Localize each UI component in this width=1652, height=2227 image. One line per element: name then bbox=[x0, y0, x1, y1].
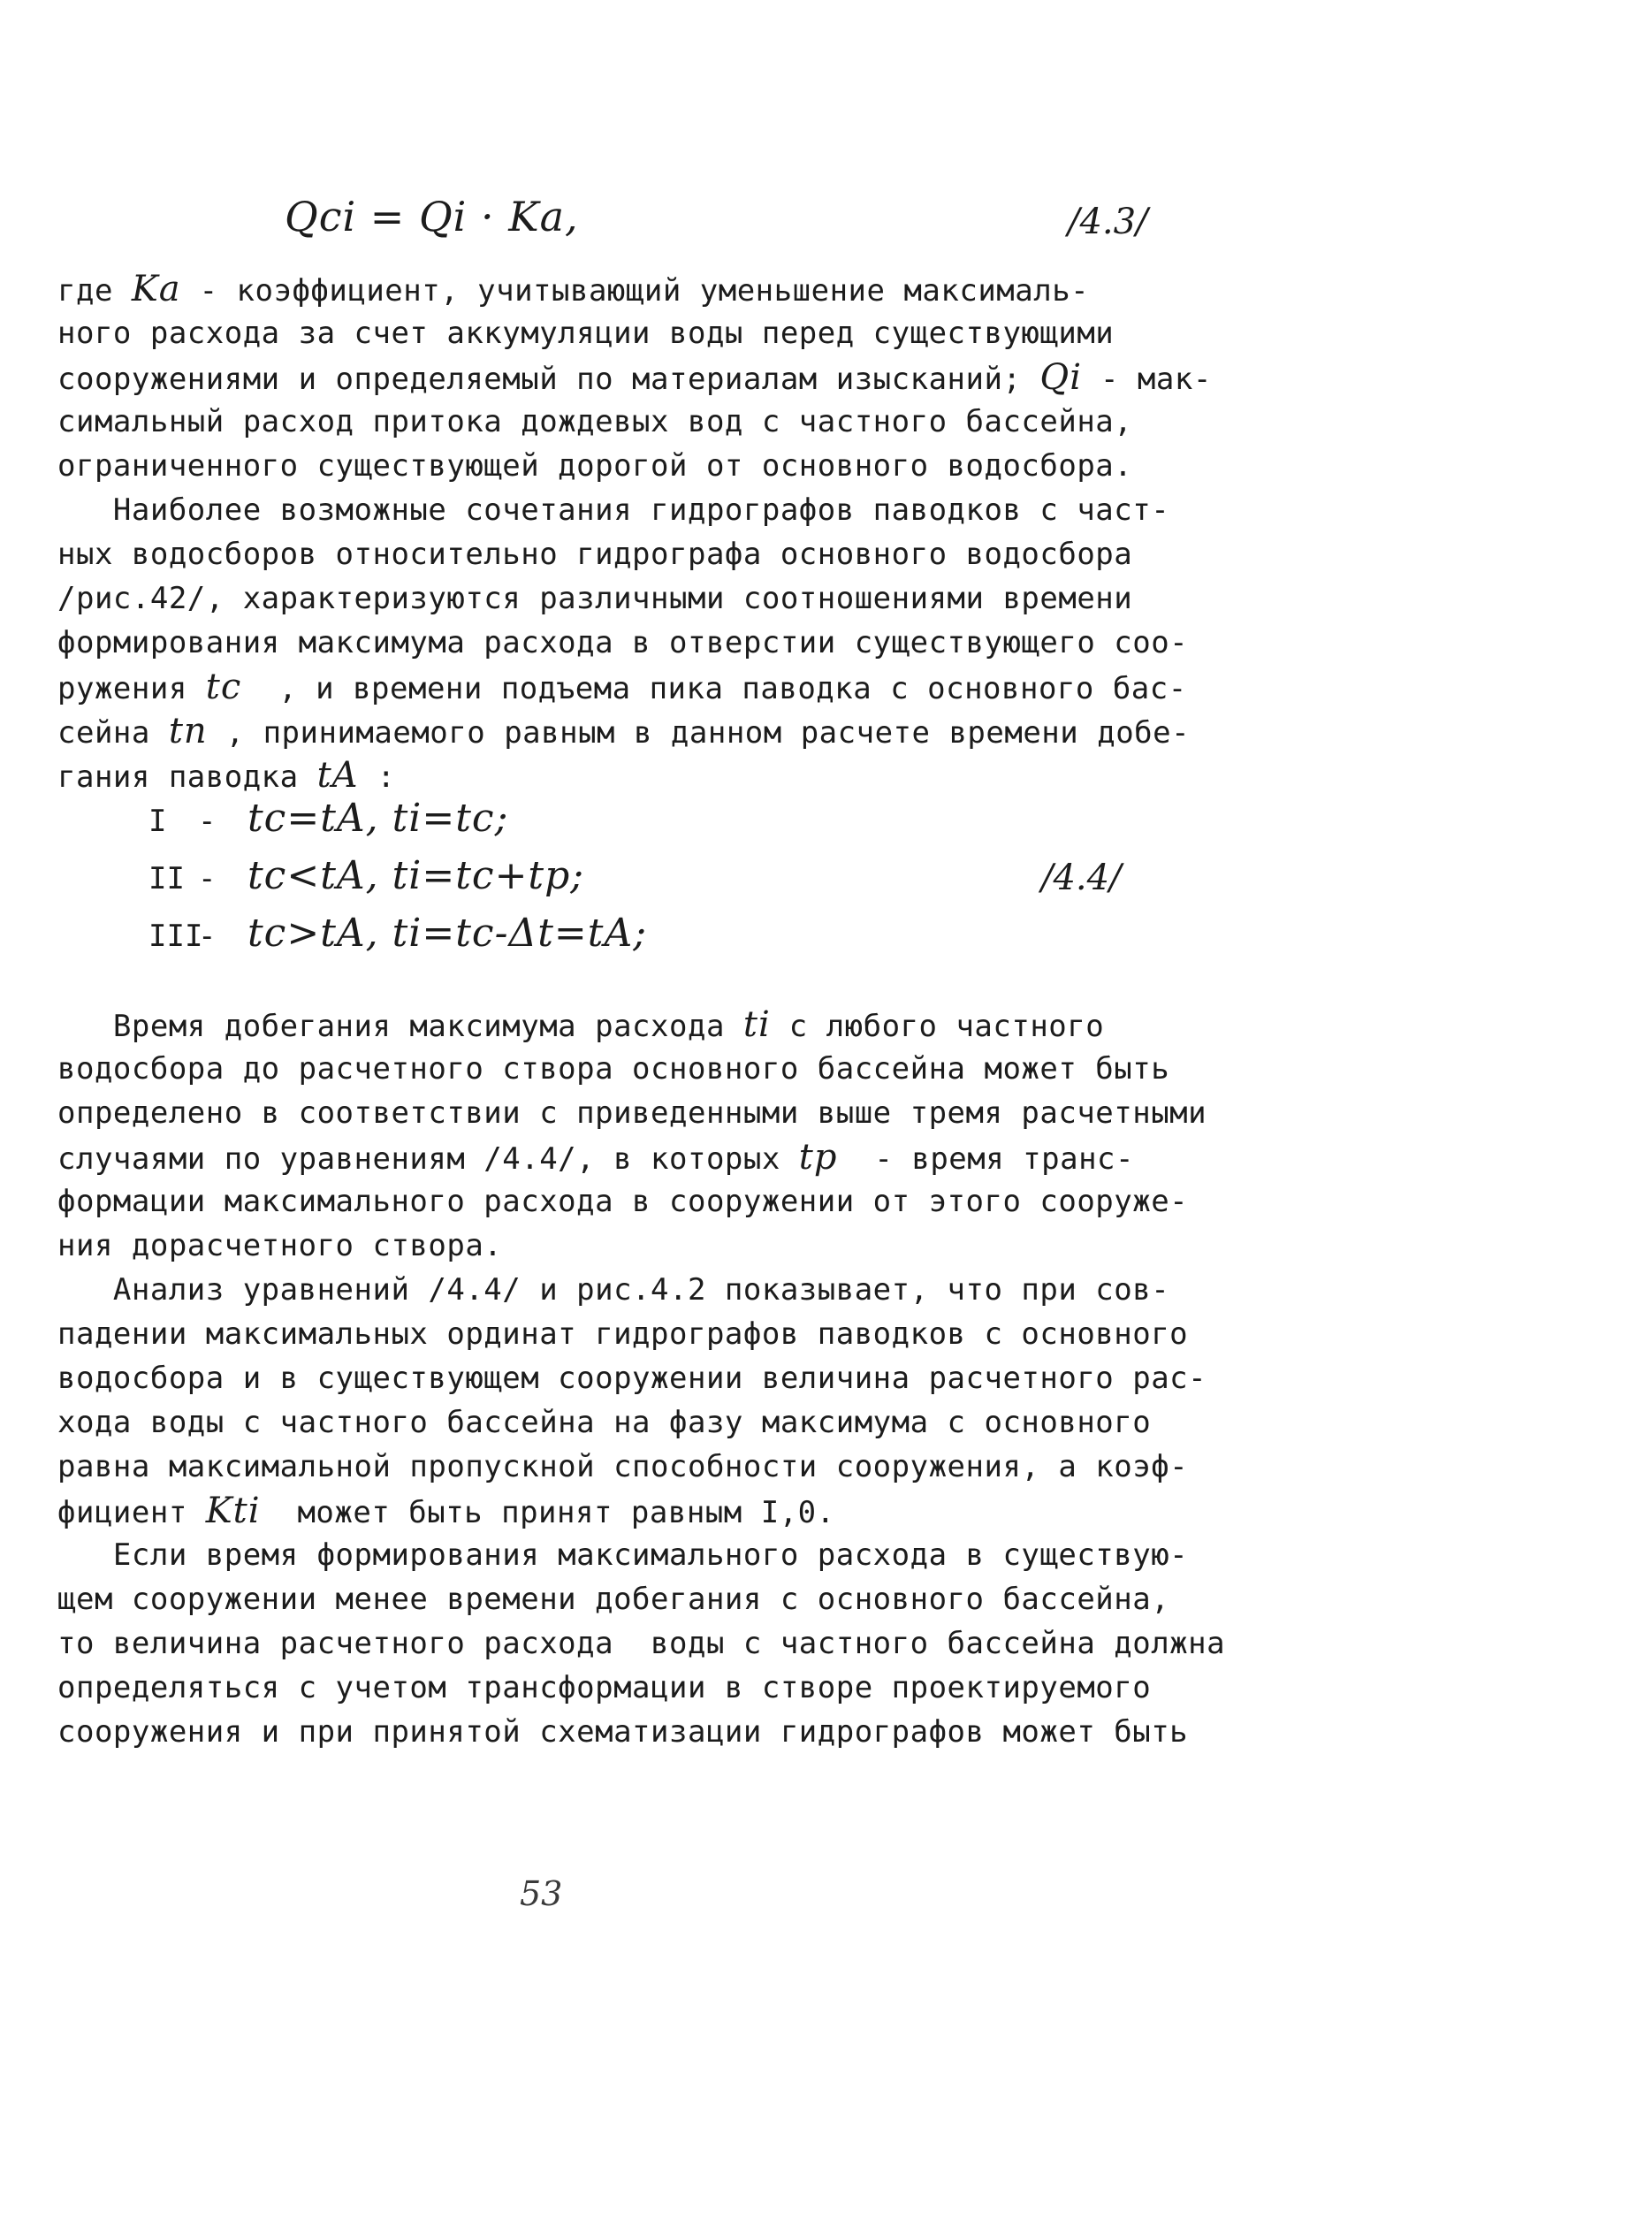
text-line: фициент Kti может быть принят равным I,0. bbox=[57, 1491, 835, 1531]
text-line: то величина расчетного расхода воды с частного бассейна должна bbox=[57, 1626, 1226, 1661]
text-line: падении максимальных ординат гидрографов паводков с основного bbox=[57, 1316, 1189, 1352]
text-line: Анализ уравнений /4.4/ и рис.4.2 показывает, что при сов- bbox=[57, 1272, 1170, 1308]
text-line: водосбора до расчетного створа основного бассейна может быть bbox=[57, 1051, 1170, 1087]
case-2: II - tc<tA, ti=tc+tp; bbox=[148, 853, 585, 898]
text-line: ограниченного существующей дорогой от основного водосбора. bbox=[57, 448, 1133, 484]
symbol-tn: tn bbox=[168, 711, 208, 751]
symbol-ti: ti bbox=[742, 1004, 771, 1045]
text-line: сейна tn , принимаемого равным в данном расчете времени добе- bbox=[57, 711, 1191, 751]
equation-number-4-3: /4.3/ bbox=[1068, 202, 1148, 242]
symbol-kti: Kti bbox=[205, 1491, 261, 1531]
formula-4-3: Qci = Qi · Ka, bbox=[285, 193, 579, 240]
text-line: сооружения и при принятой схематизации гидрографов может быть bbox=[57, 1714, 1189, 1750]
symbol-ta: tA bbox=[316, 755, 359, 796]
text-line: случаями по уравнениям /4.4/, в которых tp - время транс- bbox=[57, 1137, 1134, 1178]
text-line: щем сооружении менее времени добегания с основного бассейна, bbox=[57, 1582, 1170, 1617]
text-line: ружения tc , и времени подъема пика паводка с основного бас- bbox=[57, 667, 1187, 707]
text-line: /рис.42/, характеризуются различными соотношениями времени bbox=[57, 581, 1133, 616]
text-line: ных водосборов относительно гидрографа основного водосбора bbox=[57, 537, 1133, 572]
text-line: гания паводка tA : bbox=[57, 755, 396, 796]
text-line: водосбора и в существующем сооружении величина расчетного рас- bbox=[57, 1361, 1207, 1396]
text-line: Время добегания максимума расхода ti с любого частного bbox=[57, 1004, 1105, 1045]
text-line: симальный расход притока дождевых вод с частного бассейна, bbox=[57, 404, 1133, 439]
text-line: ния дорасчетного створа. bbox=[57, 1228, 503, 1263]
text-line: формации максимального расхода в сооружении от этого сооруже- bbox=[57, 1184, 1189, 1219]
text-line: равна максимальной пропускной способности сооружения, а коэф- bbox=[57, 1449, 1189, 1484]
case-1: I - tc=tA, ti=tc; bbox=[148, 796, 509, 841]
text-line: формирования максимума расхода в отверстии существующего соо- bbox=[57, 625, 1189, 660]
equation-number-4-4: /4.4/ bbox=[1041, 858, 1122, 898]
symbol-ka: Ka bbox=[131, 269, 181, 309]
text-line: Наиболее возможные сочетания гидрографов паводков с част- bbox=[57, 492, 1170, 528]
text-line: где Ka - коэффициент, учитывающий уменьшение максималь- bbox=[57, 269, 1090, 309]
text-line: Если время формирования максимального расхода в существую- bbox=[57, 1537, 1189, 1573]
symbol-qi: Qi bbox=[1039, 357, 1082, 398]
text-line: определяться с учетом трансформации в створе проектируемого bbox=[57, 1670, 1152, 1705]
text-line: определено в соответствии с приведенными выше тремя расчетными bbox=[57, 1095, 1207, 1131]
symbol-tc: tc bbox=[205, 667, 242, 707]
text-line: сооружениями и определяемый по материалам изысканий; Qi - мак- bbox=[57, 357, 1212, 398]
text-line: хода воды с частного бассейна на фазу максимума с основного bbox=[57, 1405, 1152, 1440]
case-3: III- tc>tA, ti=tc-Δt=tA; bbox=[148, 911, 648, 956]
text-line: ного расхода за счет аккумуляции воды перед существующими bbox=[57, 316, 1115, 351]
page-number: 53 bbox=[520, 1874, 563, 1913]
symbol-tp: tp bbox=[798, 1137, 838, 1178]
